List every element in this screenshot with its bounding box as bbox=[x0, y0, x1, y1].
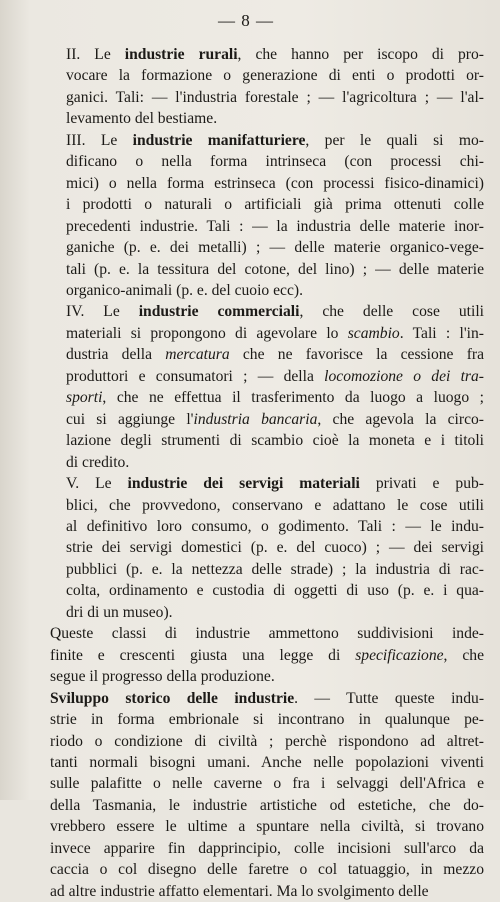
text-run: . Tali : l'in- bbox=[399, 324, 484, 342]
text-line bbox=[18, 773, 484, 794]
text-run: caccia o col disegno delle faretre o col tatuaggio, in mezzo bbox=[50, 861, 484, 879]
text-run: II. Le bbox=[66, 46, 125, 63]
text-run: della Tasmania, le industrie artistiche od estetiche, che do- bbox=[50, 796, 484, 814]
text-run: cui si aggiunge l' bbox=[66, 410, 194, 428]
text-run: ad altre industrie affatto elementari. Ma lo svolgimento delle bbox=[50, 882, 429, 900]
text-line bbox=[18, 65, 484, 86]
bold-text: industrie dei servigi materiali bbox=[127, 475, 360, 493]
text-line bbox=[18, 237, 484, 258]
text-line bbox=[18, 430, 484, 451]
text-run: di credito. bbox=[66, 453, 130, 471]
text-line bbox=[18, 859, 484, 880]
text-line bbox=[18, 409, 484, 430]
text-line bbox=[18, 280, 484, 301]
paragraph-industrie-commerciali bbox=[18, 301, 484, 473]
text-run: dri di un museo). bbox=[66, 603, 173, 621]
text-line bbox=[18, 688, 484, 709]
text-run: sulle palafitte o nelle caverne o fra i selvaggi dell'Africa e bbox=[50, 775, 484, 793]
italic-text: specificazione bbox=[355, 646, 444, 664]
text-run: tali (p. e. la tessitura del cotone, del lino) ; — delle materie bbox=[66, 260, 484, 278]
text-run: precedenti industrie. Tali : — la industria delle materie inor- bbox=[66, 217, 484, 235]
italic-text: scambio bbox=[347, 324, 400, 342]
text-run: , che ne effettua il trasferimento da luogo a luogo ; bbox=[102, 389, 484, 407]
text-line bbox=[18, 537, 484, 558]
text-line bbox=[18, 881, 484, 902]
text-run: riodo o condizione di civiltà ; perchè rispondono ad altret- bbox=[50, 732, 484, 750]
text-run: tanti normali bisogni umani. Anche nelle popolazioni viventi bbox=[50, 753, 484, 771]
italic-text: sporti bbox=[66, 389, 103, 407]
text-run: al definitivo loro consumo, o godimento. Tali : — le indu- bbox=[66, 517, 484, 535]
text-run: vocare la formazione o generazione di enti o prodotti or- bbox=[66, 67, 484, 85]
text-run: , che agevola la circo- bbox=[317, 410, 484, 428]
text-run: levamento del bestiame. bbox=[66, 110, 218, 128]
text-run: organico-animali (p. e. del cuoio ecc). bbox=[66, 281, 303, 299]
text-line bbox=[18, 452, 484, 473]
text-line bbox=[18, 344, 484, 365]
text-line bbox=[18, 709, 484, 730]
text-line bbox=[18, 602, 484, 623]
text-line bbox=[18, 194, 484, 215]
text-run: , per le quali si mo- bbox=[305, 131, 484, 149]
text-line bbox=[18, 816, 484, 837]
text-line bbox=[18, 130, 484, 151]
text-line bbox=[18, 516, 484, 537]
text-run: , che bbox=[443, 646, 484, 664]
text-line bbox=[18, 559, 484, 580]
paragraph-industrie-manifatturiere bbox=[18, 130, 484, 302]
text-line bbox=[18, 366, 484, 387]
text-run: . — Tutte queste indu- bbox=[294, 689, 485, 707]
text-run: lazione degli strumenti di scambio cioè la moneta e i titoli bbox=[66, 432, 484, 450]
text-line bbox=[18, 259, 484, 280]
text-line bbox=[18, 387, 484, 408]
text-line bbox=[18, 666, 484, 687]
paragraph-industrie-rurali bbox=[18, 44, 484, 130]
text-line bbox=[18, 44, 484, 65]
text-run: produttori e consumatori ; — della bbox=[66, 367, 325, 385]
text-run: privati e pub- bbox=[359, 475, 484, 493]
text-line bbox=[18, 731, 484, 752]
text-run: pubblici (p. e. la nettezza delle strade) ; la industria di rac- bbox=[66, 560, 484, 578]
text-line bbox=[18, 173, 484, 194]
text-line bbox=[18, 216, 484, 237]
text-run: segue il progresso della produzione. bbox=[50, 668, 275, 686]
text-run: strie dei servigi domestici (p. e. del cuoco) ; — dei servigi bbox=[66, 539, 484, 557]
text-run: , che delle cose utili bbox=[299, 303, 484, 321]
paragraph-classi-industrie bbox=[18, 623, 484, 687]
paragraph-sviluppo-storico bbox=[18, 688, 484, 902]
text-line bbox=[18, 838, 484, 859]
text-line bbox=[18, 495, 484, 516]
italic-text: industria bancaria bbox=[193, 410, 318, 428]
text-run: i prodotti o naturali o artificiali già prima ottenuti colle bbox=[66, 196, 484, 214]
paragraph-industrie-servigi bbox=[18, 473, 484, 623]
text-run: blici, che provvedono, conservano e adattano le cose utili bbox=[66, 496, 484, 514]
text-run: ganici. Tali: — l'industria forestale ; — l'agricoltura ; — l'al- bbox=[66, 88, 484, 106]
text-line bbox=[18, 645, 484, 666]
text-line bbox=[18, 752, 484, 773]
text-run: V. Le bbox=[66, 475, 128, 493]
text-line bbox=[18, 87, 484, 108]
text-run: IV. Le bbox=[66, 303, 139, 321]
text-line bbox=[18, 795, 484, 816]
text-line bbox=[18, 151, 484, 172]
text-line bbox=[18, 301, 484, 322]
text-run: mici) o nella forma estrinseca (con processi fisico-dinamici) bbox=[66, 174, 484, 192]
bold-text: industrie rurali bbox=[124, 46, 238, 63]
italic-text: locomozione o dei tra- bbox=[324, 367, 484, 385]
text-run: III. Le bbox=[66, 131, 133, 149]
text-run: , che hanno per iscopo di pro- bbox=[237, 46, 484, 63]
text-run: invece apparire fin dapprincipio, colle incisioni sull'arco da bbox=[50, 839, 484, 857]
italic-text: mercatura bbox=[165, 346, 230, 364]
text-run: ganiche (p. e. dei metalli) ; — delle materie organico-vege- bbox=[66, 239, 484, 257]
text-line bbox=[18, 623, 484, 644]
text-run: che ne favorisce la cessione fra bbox=[229, 346, 485, 364]
text-run: materiali si propongono di agevolare lo bbox=[66, 324, 348, 342]
bold-text: industrie commerciali bbox=[138, 303, 300, 321]
bold-text: industrie manifatturiere bbox=[132, 131, 306, 149]
text-run: strie in forma embrionale si incontrano in qualunque pe- bbox=[50, 711, 484, 729]
text-run: vrebbero essere le ultime a spuntare nella civiltà, si trovano bbox=[50, 818, 484, 836]
text-run: finite e crescenti giusta una legge di bbox=[50, 646, 356, 664]
text-line bbox=[18, 473, 484, 494]
text-line bbox=[18, 108, 484, 129]
text-run: colta, ordinamento e custodia di oggetti di uso (p. e. i qua- bbox=[66, 582, 484, 600]
text-line bbox=[18, 580, 484, 601]
text-line bbox=[18, 323, 484, 344]
text-run: dificano o nella forma intrinseca (con processi chi- bbox=[66, 153, 484, 171]
page-number: — 8 — bbox=[218, 11, 274, 30]
text-run: Queste classi di industrie ammettono suddivisioni inde- bbox=[50, 625, 484, 643]
text-run: dustria della bbox=[66, 346, 166, 364]
bold-text: Sviluppo storico delle industrie bbox=[50, 689, 295, 707]
